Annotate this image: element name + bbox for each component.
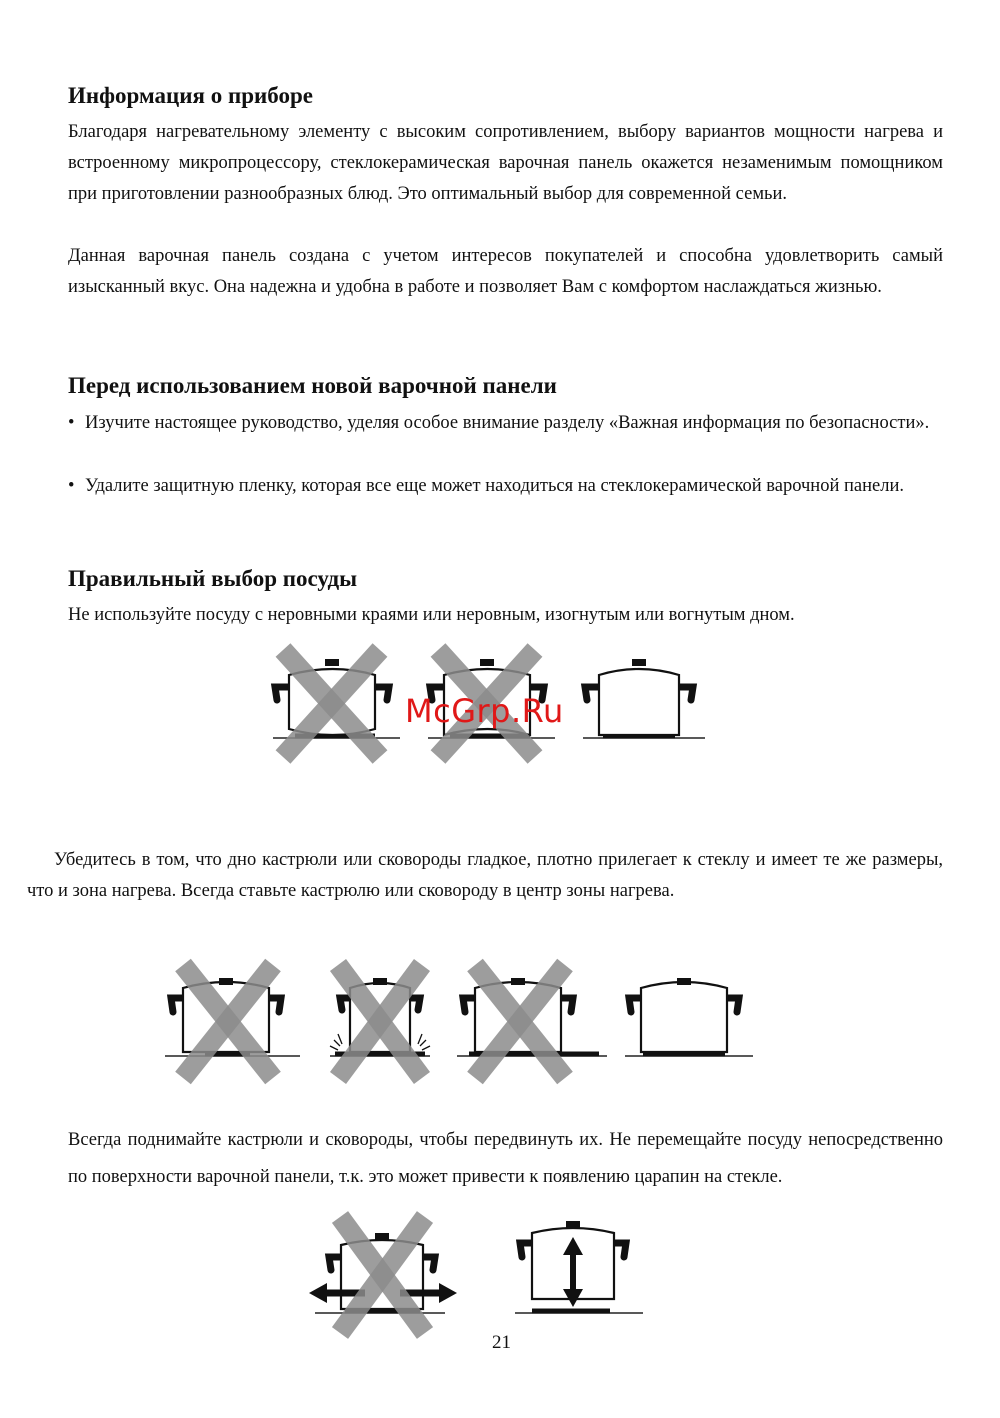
figure-cookware-size	[165, 960, 755, 1080]
figure-moving-cookware	[305, 1215, 645, 1340]
cooking-pot-icon	[515, 1221, 643, 1313]
bullet-item-2	[68, 471, 945, 502]
cookware-paragraph-3: Всегда поднимайте кастрюли и сковороды, чтобы передвинуть их. Не перемещайте посуду непосредственно по поверхности варочной панели, т.к. это может привести к появлению царапин на стекле.	[68, 1130, 943, 1187]
watermark: McGrp.Ru	[405, 692, 564, 730]
section-title-cookware: Правильный выбор посуды	[68, 566, 358, 591]
cooking-pot-icon	[583, 659, 705, 738]
info-paragraph-1: Благодаря нагревательному элементу с высоким сопротивлением, выбору вариантов мощности нагрева и встроенному микропроцессору, стеклокерамическая варочная панель окажется незаменимым помощником при приготовлении разнообразных блюд. Это оптимальный выбор для современной семьи.	[68, 122, 943, 204]
info-paragraph-2: Данная варочная панель создана с учетом интересов покупателей и способна удовлетворить самый изысканный вкус. Она надежна и удобна в работе и позволяет Вам с комфортом наслаждаться жизнью.	[68, 246, 943, 297]
bullet-item-1	[68, 408, 945, 439]
section-title-before-use: Перед использованием новой варочной панели	[68, 373, 557, 398]
cookware-paragraph-1: Не используйте посуду с неровными краями или неровным, изогнутым или вогнутым дном.	[68, 605, 795, 625]
bullet-symbol: •	[68, 476, 75, 496]
section-title-info: Информация о приборе	[68, 83, 313, 108]
bullet-symbol: •	[68, 413, 75, 433]
bullet-text: Изучите настоящее руководство, уделяя особое внимание разделу «Важная информация по безопасности».	[85, 413, 930, 433]
cookware-paragraph-2: Убедитесь в том, что дно кастрюли или сковороды гладкое, плотно прилегает к стеклу и имеет те же размеры, что и зона нагрева. Всегда ставьте кастрюлю или сковороду в центр зоны нагрева.	[27, 850, 943, 901]
cooking-pot-icon	[625, 978, 753, 1056]
page-number: 21	[492, 1332, 511, 1353]
bullet-text: Удалите защитную пленку, которая все еще может находиться на стеклокерамической варочной панели.	[85, 476, 904, 496]
